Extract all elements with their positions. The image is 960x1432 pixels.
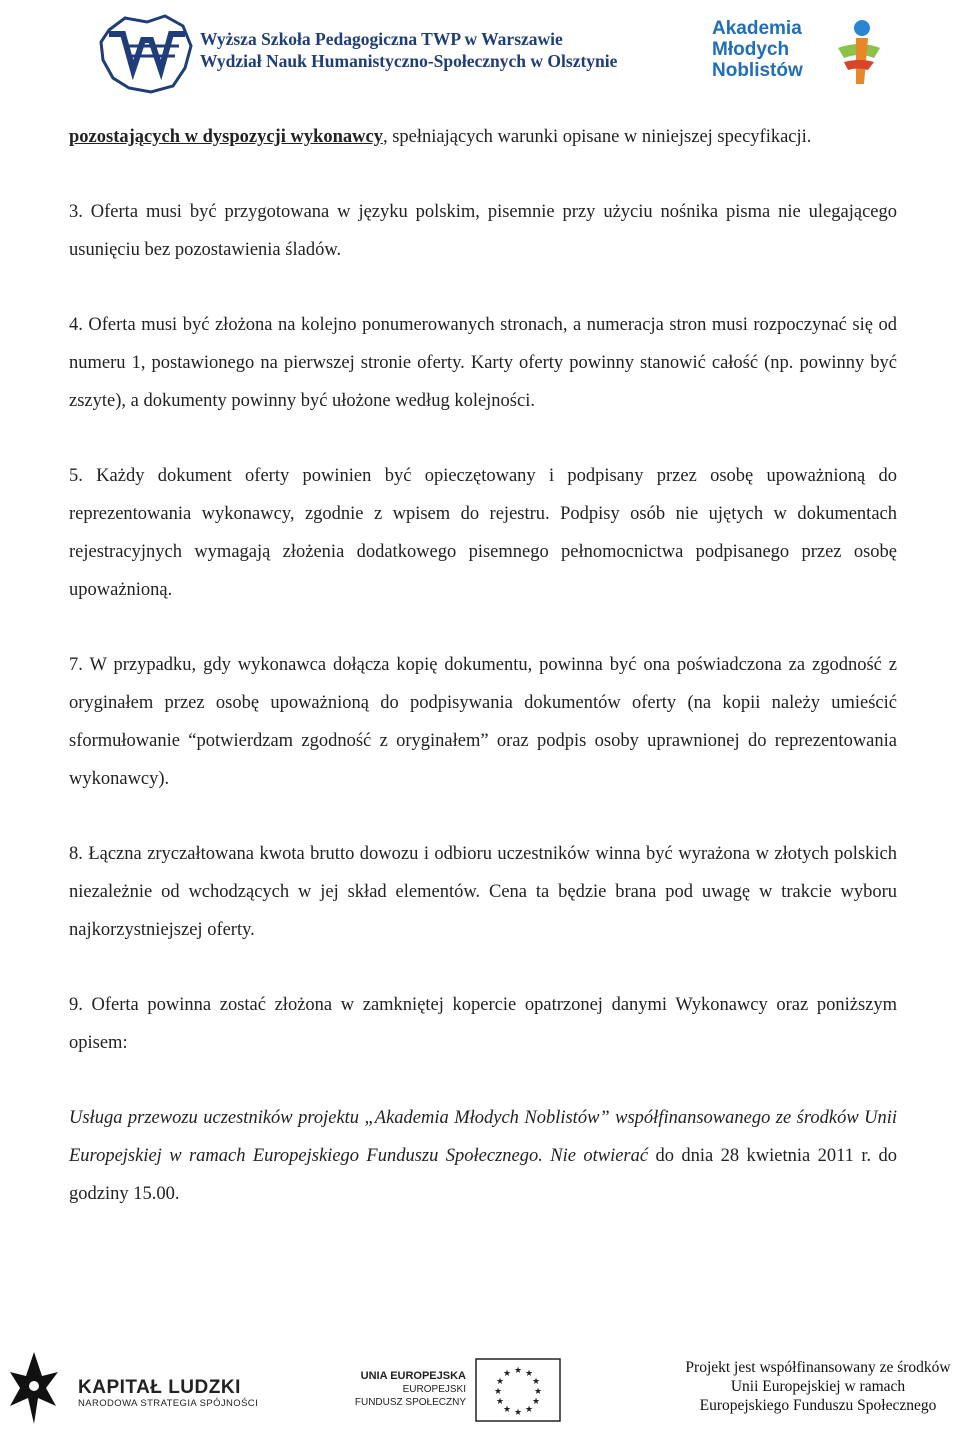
paragraph-intro [69, 118, 897, 156]
akademia-logo-line-1: Akademia [712, 18, 802, 39]
paragraph-8: 8. Łączna zryczałtowana kwota brutto dowozu i odbioru uczestników winna być wyrażona w złotych polskich niezależnie od wchodzących w jej skład elementów. Cena ta będzie brana pod uwagę w trakcie wyboru najkorzystniejszej oferty. [69, 844, 897, 940]
document-body [69, 118, 897, 1213]
eu-logo-text [352, 1370, 466, 1409]
svg-text:★: ★ [495, 1397, 505, 1407]
akademia-logo-line-3: Noblistów [712, 60, 803, 81]
paragraph-3: 3. Oferta musi być przygotowana w języku polskim, pisemnie przy użyciu nośnika pisma nie ulegającego usunięciu bez pozostawienia śladów. [69, 202, 897, 260]
svg-text:★: ★ [524, 1405, 534, 1415]
kapital-ludzki-star-icon [8, 1350, 60, 1426]
svg-text:★: ★ [502, 1369, 512, 1379]
eu-logo-line-1: UNIA EUROPEJSKA [360, 1370, 466, 1382]
page-footer [0, 1340, 960, 1432]
header-institution-name [200, 28, 617, 72]
svg-text:★: ★ [495, 1377, 505, 1387]
svg-text:★: ★ [531, 1377, 541, 1387]
kapital-ludzki-logo [78, 1378, 258, 1410]
project-funding-line-2: Unii Europejskiej w ramach [730, 1378, 906, 1395]
paragraph-4: 4. Oferta musi być złożona na kolejno ponumerowanych stronach, a numeracja stron musi rozpoczynać się od numeru 1, postawionego na pierwszej stronie oferty. Karty oferty powinny stanowić całość (np. powinny być zszyte), a dokumenty powinny być ułożone według kolejności. [69, 315, 897, 411]
paragraph-intro-rest: , spełniających warunki opisane w niniejszej specyfikacji. [382, 127, 812, 147]
eu-logo-line-3: FUNDUSZ SPOŁECZNY [354, 1397, 466, 1408]
svg-text:★: ★ [513, 1408, 523, 1418]
kapital-ludzki-title: KAPITAŁ LUDZKI [78, 1377, 241, 1398]
envelope-label-italic: Usługa przewozu uczestników projektu „Akademia Młodych Noblistów” współfinansowanego ze środków Unii Europejskiej w ramach Europejskiego Funduszu Społecznego. Nie otwierać [69, 1108, 897, 1166]
noblist-figure-icon [834, 18, 884, 86]
akademia-logo-text [712, 18, 803, 81]
paragraph-intro-underlined: pozostających w dyspozycji wykonawcy [69, 127, 383, 147]
svg-text:★: ★ [513, 1366, 523, 1376]
paragraph-5: 5. Każdy dokument oferty powinien być opieczętowany i podpisany przez osobę upoważnioną do reprezentowania wykonawcy, zgodnie z wpisem do rejestru. Podpisy osób nie ujętych w dokumentach rejestracyjnych wymagają złożenia dodatkowego pisemnego pełnomocnictwa podpisanego przez osobę upoważnioną. [69, 466, 897, 600]
header-line-2: Wydział Nauk Humanistyczno-Społecznych w Olsztynie [200, 51, 618, 71]
paragraph-9: 9. Oferta powinna zostać złożona w zamkniętej kopercie opatrzonej danymi Wykonawcy oraz poniższym opisem: [69, 995, 897, 1053]
project-funding-line-1: Projekt jest współfinansowany ze środków [685, 1359, 951, 1376]
envelope-label-plain: do dnia 28 kwietnia 2011 r. do godziny 15.00. [69, 1146, 897, 1204]
project-funding-line-3: Europejskiego Funduszu Społecznego [699, 1397, 937, 1414]
page-header [0, 0, 960, 100]
svg-text:★: ★ [502, 1405, 512, 1415]
paragraph-7: 7. W przypadku, gdy wykonawca dołącza kopię dokumentu, powinna być ona poświadczona za zgodność z oryginałem przez osobę upoważnioną do podpisywania dokumentów oferty (na kopii należy umieścić sformułowanie “potwierdzam zgodność z oryginałem” oraz podpis osoby uprawnionej do reprezentowania wykonawcy). [69, 655, 897, 789]
eu-flag-icon [475, 1358, 561, 1422]
university-logo-icon [95, 12, 195, 94]
eu-logo-line-2: EUROPEJSKI [402, 1384, 466, 1395]
akademia-logo-line-2: Młodych [712, 39, 790, 60]
svg-text:★: ★ [533, 1387, 543, 1397]
svg-text:★: ★ [493, 1387, 503, 1397]
kapital-ludzki-subtitle: NARODOWA STRATEGIA SPÓJNOŚCI [78, 1398, 259, 1409]
project-funding-note [676, 1358, 960, 1415]
envelope-label [69, 1099, 897, 1213]
akademia-logo [712, 18, 887, 88]
svg-text:★: ★ [531, 1397, 541, 1407]
header-line-1: Wyższa Szkoła Pedagogiczna TWP w Warszawie [200, 29, 563, 49]
svg-text:★: ★ [524, 1369, 534, 1379]
